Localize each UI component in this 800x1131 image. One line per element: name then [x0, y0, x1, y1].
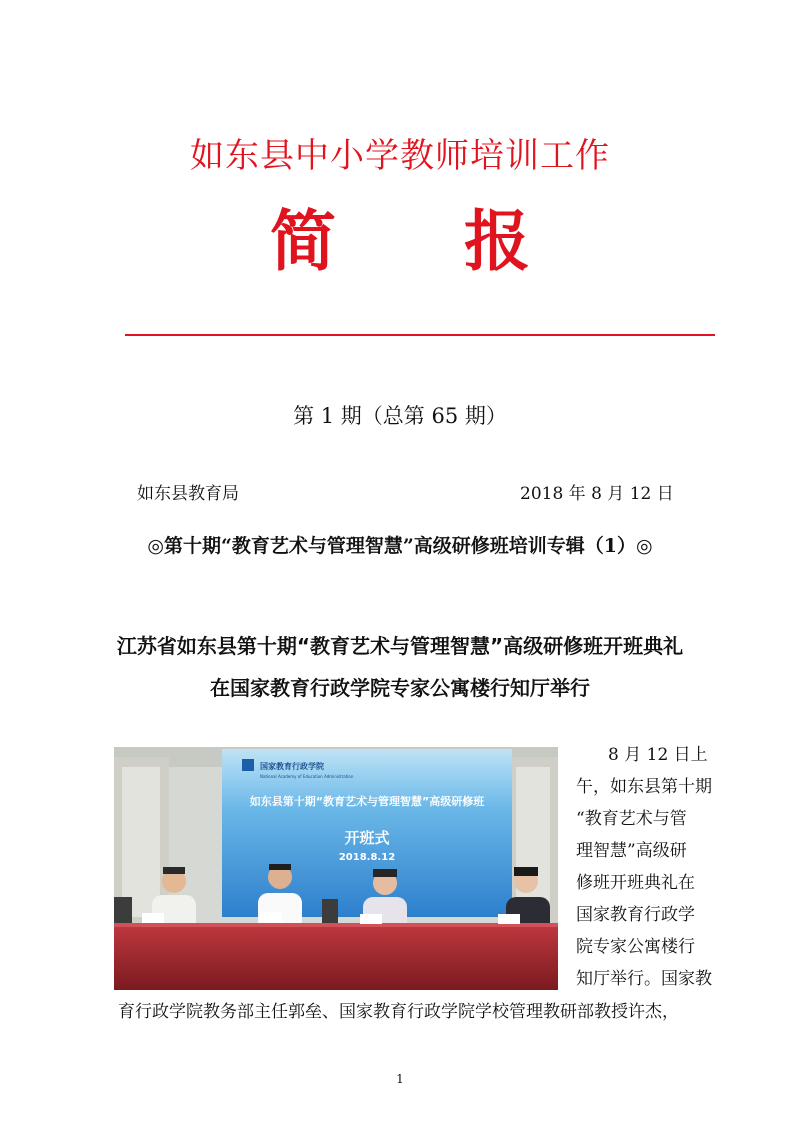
side-line-4: 理智慧”高级研: [576, 841, 687, 861]
heading-char-1: 简: [270, 202, 336, 280]
issue-number: 第 1 期（总第 65 期）: [293, 404, 507, 428]
brief-title: 如东县中小学教师培训工作: [190, 136, 610, 176]
brief-heading: [0, 188, 800, 283]
screen-logo: 国家教育行政学院: [260, 762, 324, 771]
side-line-2: 午，如东县第十期: [576, 777, 712, 797]
event-photo: [114, 747, 558, 990]
heading-char-2: 报: [464, 202, 530, 280]
article-body-continued: 育行政学院教务部主任郭垒、国家教育行政学院学校管理教研部教授许杰，: [118, 1002, 679, 1022]
screen-title: 如东县第十期“教育艺术与管理智慧”高级研修班: [249, 795, 485, 808]
screen-subtitle: 开班式: [344, 829, 390, 847]
side-line-1: 8 月 12 日上: [608, 745, 708, 765]
article-side-text: [576, 739, 756, 995]
side-line-6: 国家教育行政学: [576, 905, 695, 925]
special-issue-title: ◎第十期“教育艺术与管理智慧”高级研修班培训专辑（1）◎: [147, 535, 653, 557]
article-headline-line-1: 江苏省如东县第十期“教育艺术与管理智慧”高级研修班开班典礼: [116, 634, 684, 658]
side-line-5: 修班开班典礼在: [576, 873, 695, 893]
side-line-7: 院专家公寓楼行: [576, 937, 695, 957]
publisher: 如东县教育局: [137, 484, 239, 504]
article-headline-line-2: 在国家教育行政学院专家公寓楼行知厅举行: [210, 676, 590, 700]
publish-date: 2018 年 8 月 12 日: [520, 484, 674, 504]
side-line-8: 知厅举行。国家教: [576, 969, 712, 989]
page-number: 1: [396, 1072, 404, 1086]
red-divider: [125, 334, 715, 336]
screen-logo-en: National Academy of Education Administration: [260, 774, 354, 779]
side-line-3: “教育艺术与管: [576, 809, 687, 829]
screen-date: 2018.8.12: [338, 852, 396, 863]
